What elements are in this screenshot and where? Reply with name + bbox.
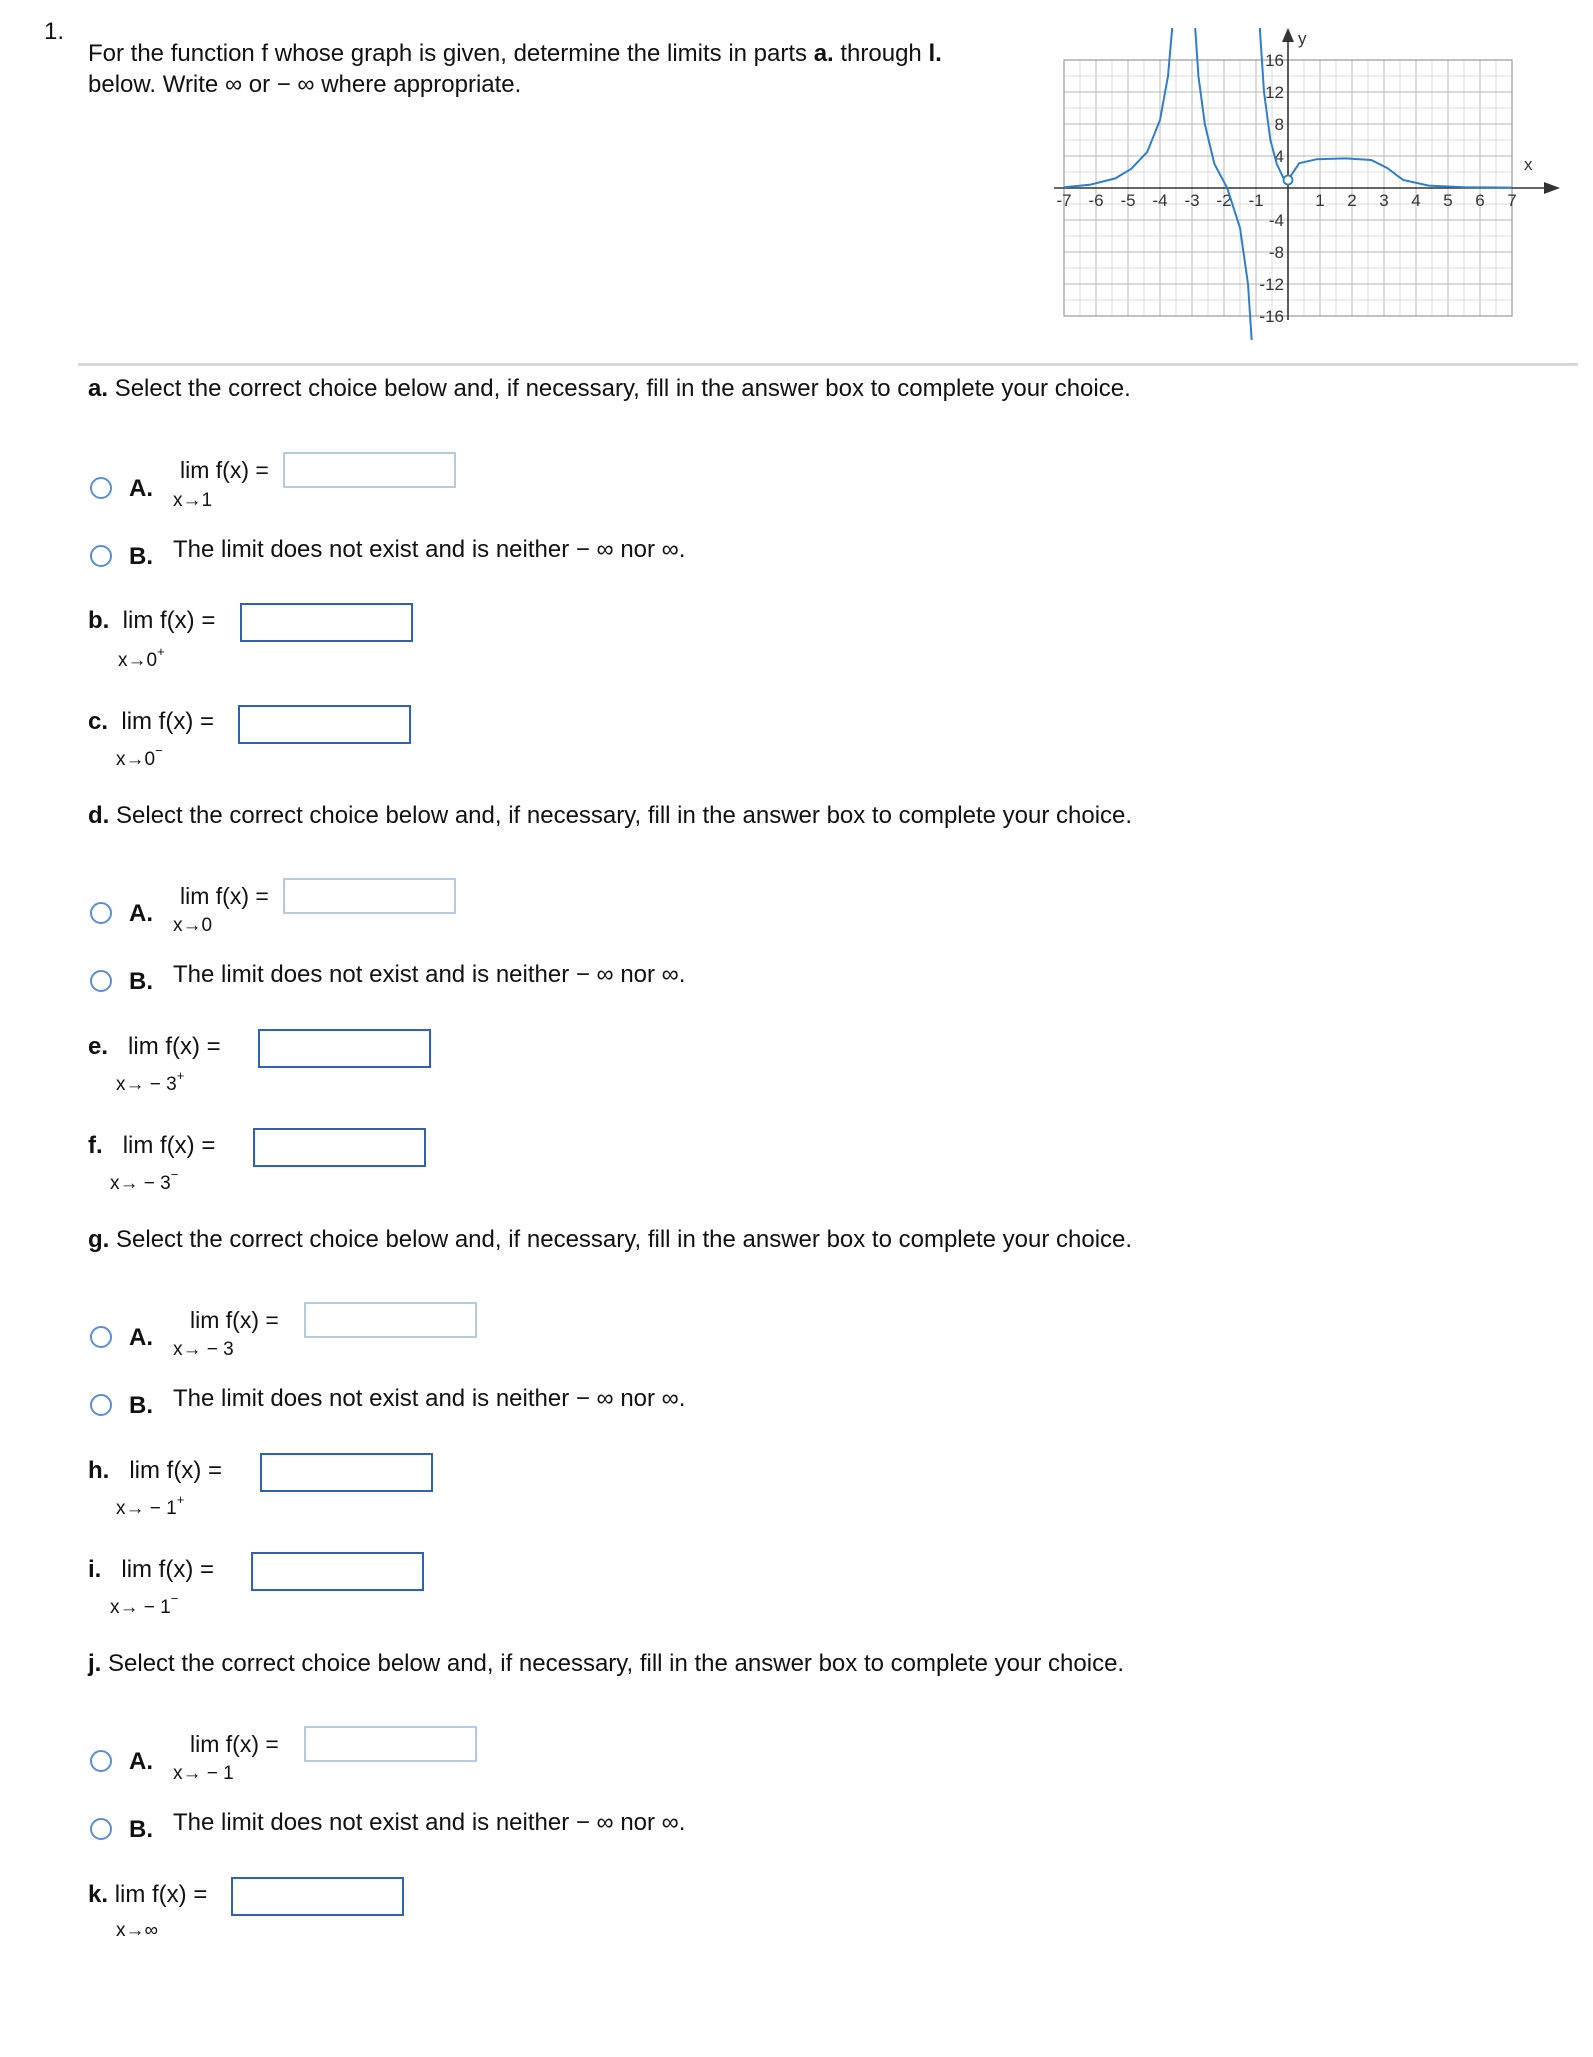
- part-b: [88, 607, 215, 635]
- part-k-lim: lim f(x) =: [114, 1881, 208, 1908]
- question-number: 1.: [44, 18, 65, 45]
- y-tick-label: 12: [1265, 83, 1284, 102]
- part-b-sub-text: x→0: [118, 650, 158, 671]
- part-i-label: i.: [88, 1556, 102, 1583]
- part-j-text: Select the correct choice below and, if necessary, fill in the answer box to complete your choice.: [108, 1650, 1125, 1677]
- part-k-label: k.: [88, 1881, 109, 1908]
- part-g-subscript: x→ − 3: [173, 1339, 234, 1360]
- part-k-answer-box[interactable]: [231, 1877, 404, 1916]
- part-d-option-b-text: The limit does not exist and is neither − ∞ nor ∞.: [173, 961, 686, 988]
- x-tick-label: -4: [1152, 191, 1168, 210]
- part-g-instruction: [88, 1226, 1132, 1254]
- part-j-option-b-radio[interactable]: [90, 1818, 112, 1840]
- y-axis-label: y: [1298, 29, 1307, 48]
- part-j-answer-box[interactable]: [304, 1726, 477, 1762]
- part-d-option-a-label: A.: [129, 900, 153, 927]
- part-i-lim: lim f(x) =: [121, 1556, 215, 1583]
- part-a-option-b-label: B.: [129, 543, 153, 570]
- part-i-subscript: [110, 1591, 179, 1619]
- part-e-answer-box[interactable]: [258, 1029, 431, 1068]
- graph-svg: [1030, 10, 1580, 340]
- part-c-label: c.: [88, 708, 109, 735]
- x-tick-label: 4: [1411, 191, 1421, 210]
- part-a-text: Select the correct choice below and, if necessary, fill in the answer box to complete your choice.: [114, 375, 1131, 402]
- part-e: [88, 1033, 221, 1061]
- open-circle-point: [1284, 176, 1293, 185]
- question-intro-line1: [88, 38, 942, 69]
- part-g-option-b-radio[interactable]: [90, 1394, 112, 1416]
- part-c-sub-text: x→0: [116, 749, 156, 770]
- y-tick-label: -16: [1259, 307, 1284, 326]
- part-a-option-b-text: The limit does not exist and is neither − ∞ nor ∞.: [173, 536, 686, 563]
- y-axis-arrow: [1282, 28, 1294, 42]
- part-h: [88, 1457, 222, 1485]
- y-tick-label: -8: [1268, 243, 1284, 262]
- part-j-lim: lim f(x) =: [190, 1731, 279, 1757]
- part-c-subscript: [116, 743, 163, 771]
- part-f-label: f.: [88, 1132, 103, 1159]
- part-j-option-a-label: A.: [129, 1748, 153, 1775]
- x-tick-label: -7: [1056, 191, 1072, 210]
- part-i-sub-text: x→ − 1: [110, 1597, 171, 1618]
- part-g-option-b-text: The limit does not exist and is neither − ∞ nor ∞.: [173, 1385, 686, 1412]
- part-d-option-b-label: B.: [129, 968, 153, 995]
- y-tick-label: 16: [1265, 51, 1284, 70]
- part-e-sup: +: [176, 1068, 185, 1083]
- x-tick-label: 5: [1443, 191, 1453, 210]
- x-tick-label: 3: [1379, 191, 1389, 210]
- part-j-option-a-radio[interactable]: [90, 1750, 112, 1772]
- part-a-option-a-label: A.: [129, 475, 153, 502]
- x-axis-arrow: [1544, 182, 1560, 194]
- part-j-label: j.: [88, 1650, 102, 1677]
- part-g-option-a-radio[interactable]: [90, 1326, 112, 1348]
- part-b-answer-box[interactable]: [240, 603, 413, 642]
- part-h-answer-box[interactable]: [260, 1453, 433, 1492]
- part-d-lim: lim f(x) =: [180, 883, 269, 909]
- part-g-option-a-label: A.: [129, 1324, 153, 1351]
- function-graph: [1030, 10, 1580, 340]
- part-d-answer-box[interactable]: [283, 878, 456, 914]
- part-a-instruction: [88, 375, 1131, 403]
- part-f-sup: −: [170, 1167, 179, 1182]
- graph-axes: [1054, 28, 1560, 320]
- part-i-answer-box[interactable]: [251, 1552, 424, 1591]
- part-g-label: g.: [88, 1226, 110, 1253]
- x-tick-label: -5: [1120, 191, 1136, 210]
- x-tick-label: 6: [1475, 191, 1485, 210]
- intro-part-l: l.: [928, 40, 942, 67]
- part-a-option-b-radio[interactable]: [90, 545, 112, 567]
- part-c-lim: lim f(x) =: [121, 708, 215, 735]
- part-a-answer-box[interactable]: [283, 452, 456, 488]
- part-f-subscript: [110, 1167, 179, 1195]
- x-tick-label: -2: [1216, 191, 1232, 210]
- part-d-instruction: [88, 802, 1132, 830]
- part-d-option-b-radio[interactable]: [90, 970, 112, 992]
- part-b-label: b.: [88, 607, 110, 634]
- part-b-sup: +: [157, 644, 165, 659]
- part-a-label: a.: [88, 375, 109, 402]
- x-tick-label: -1: [1248, 191, 1264, 210]
- part-d-option-a-radio[interactable]: [90, 902, 112, 924]
- part-j-option-b-text: The limit does not exist and is neither − ∞ nor ∞.: [173, 1809, 686, 1836]
- part-j-option-b-label: B.: [129, 1816, 153, 1843]
- part-a-lim: lim f(x) =: [180, 457, 269, 483]
- part-j-instruction: [88, 1650, 1124, 1678]
- part-i-sup: −: [170, 1591, 179, 1606]
- part-g-option-b-label: B.: [129, 1392, 153, 1419]
- x-tick-label: 1: [1315, 191, 1325, 210]
- part-e-sub-text: x→ − 3: [116, 1074, 177, 1095]
- part-e-lim: lim f(x) =: [128, 1033, 221, 1060]
- part-d-text: Select the correct choice below and, if necessary, fill in the answer box to complete your choice.: [116, 802, 1133, 829]
- part-h-sub-text: x→ − 1: [116, 1498, 177, 1519]
- part-f-sub-text: x→ − 3: [110, 1173, 171, 1194]
- part-f-answer-box[interactable]: [253, 1128, 426, 1167]
- part-e-label: e.: [88, 1033, 109, 1060]
- part-f-lim: lim f(x) =: [122, 1132, 216, 1159]
- intro-text: For the function f whose graph is given, determine the limits in parts: [88, 40, 814, 67]
- part-i: [88, 1556, 214, 1584]
- section-divider: [78, 363, 1578, 366]
- part-h-label: h.: [88, 1457, 110, 1484]
- part-c-answer-box[interactable]: [238, 705, 411, 744]
- part-d-label: d.: [88, 802, 110, 829]
- part-e-subscript: [116, 1068, 185, 1096]
- part-h-subscript: [116, 1492, 185, 1520]
- x-tick-label: -6: [1088, 191, 1104, 210]
- question-intro-line2: below. Write ∞ or − ∞ where appropriate.: [88, 71, 522, 98]
- part-j-subscript: x→ − 1: [173, 1763, 234, 1784]
- part-c: [88, 708, 214, 736]
- part-b-subscript: [118, 644, 165, 672]
- y-tick-label: 8: [1274, 115, 1284, 134]
- part-f: [88, 1132, 215, 1160]
- y-tick-label: -12: [1259, 275, 1284, 294]
- x-tick-label: -3: [1184, 191, 1200, 210]
- x-tick-label: 2: [1347, 191, 1357, 210]
- part-h-sup: +: [176, 1492, 185, 1507]
- part-a-option-a-radio[interactable]: [90, 477, 112, 499]
- part-d-subscript: x→0: [173, 915, 213, 936]
- part-k: [88, 1881, 207, 1909]
- part-c-sup: −: [155, 743, 163, 758]
- part-g-answer-box[interactable]: [304, 1302, 477, 1338]
- y-tick-label: 4: [1274, 147, 1284, 166]
- x-axis-label: x: [1524, 155, 1533, 174]
- intro-part-a: a.: [813, 40, 834, 67]
- intro-text-mid: through: [833, 40, 929, 67]
- part-g-text: Select the correct choice below and, if necessary, fill in the answer box to complete your choice.: [116, 1226, 1133, 1253]
- part-b-lim: lim f(x) =: [122, 607, 216, 634]
- part-g-lim: lim f(x) =: [190, 1307, 279, 1333]
- part-h-lim: lim f(x) =: [129, 1457, 223, 1484]
- part-k-subscript: x→∞: [116, 1920, 159, 1941]
- x-tick-label: 7: [1507, 191, 1517, 210]
- part-a-subscript: x→1: [173, 490, 213, 511]
- y-tick-label: -4: [1268, 211, 1284, 230]
